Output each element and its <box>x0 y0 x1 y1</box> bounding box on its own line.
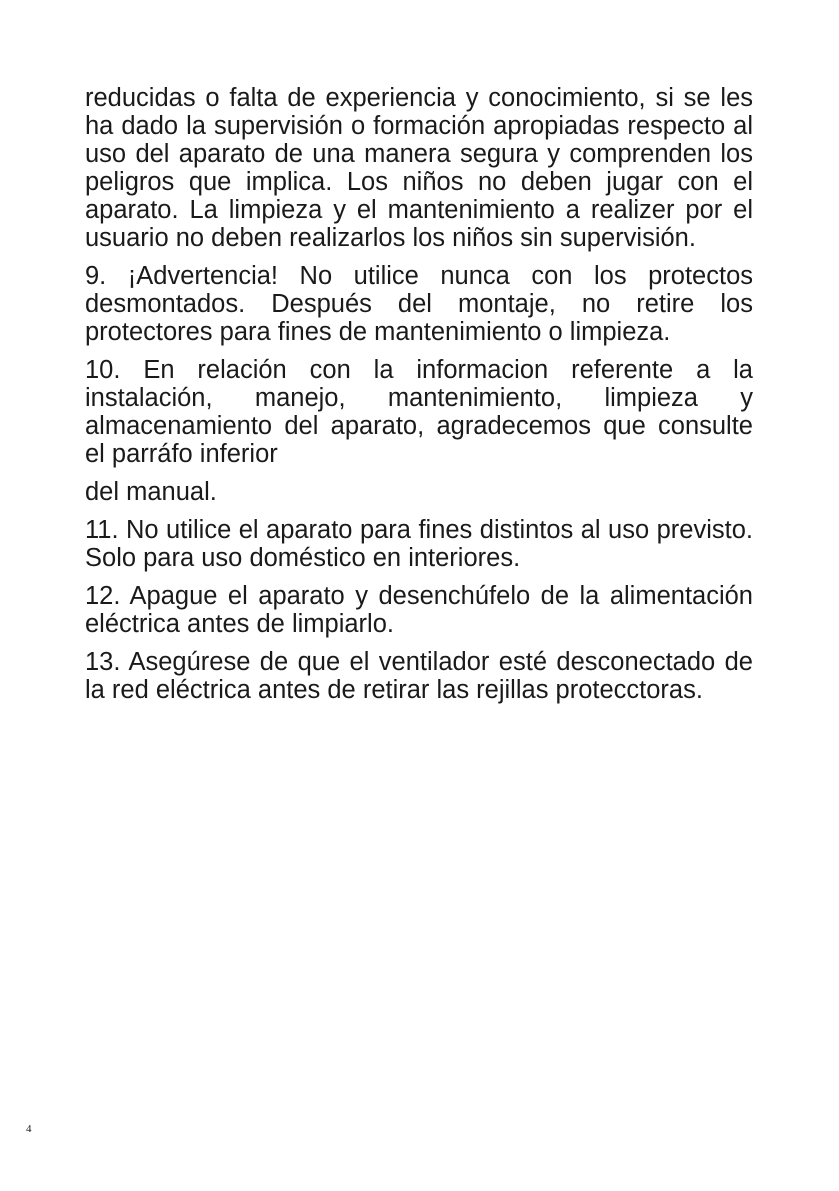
paragraph-item-12: 12. Apague el aparato y desenchúfelo de la alimentación eléctrica antes de limpiarlo. <box>85 582 753 638</box>
paragraph-continuation: reducidas o falta de experiencia y conocimiento, si se les ha dado la supervisión o formación apropiadas respecto al uso del aparato de una manera segura y comprenden los peligros que implica. Los niños no deben jugar con el aparato. La limpieza y el mantenimiento a realizer por el usuario no deben realizarlos los niños sin supervisión. <box>85 84 753 252</box>
document-body <box>85 84 753 714</box>
paragraph-item-11: 11. No utilice el aparato para fines distintos al uso previsto. Solo para uso doméstico en interiores. <box>85 516 753 572</box>
paragraph-item-10: 10. En relación con la informacion referente a la instalación, manejo, mantenimiento, limpieza y almacenamiento del aparato, agradecemos que consulte el parráfo inferior <box>85 356 753 468</box>
paragraph-item-13: 13. Asegúrese de que el ventilador esté desconectado de la red eléctrica antes de retirar las rejillas protecctoras. <box>85 648 753 704</box>
paragraph-item-9: 9. ¡Advertencia! No utilice nunca con los protectos desmontados. Después del montaje, no retire los protectores para fines de mantenimiento o limpieza. <box>85 262 753 346</box>
paragraph-item-10-continued: del manual. <box>85 478 217 506</box>
page-number: 4 <box>26 1123 32 1135</box>
